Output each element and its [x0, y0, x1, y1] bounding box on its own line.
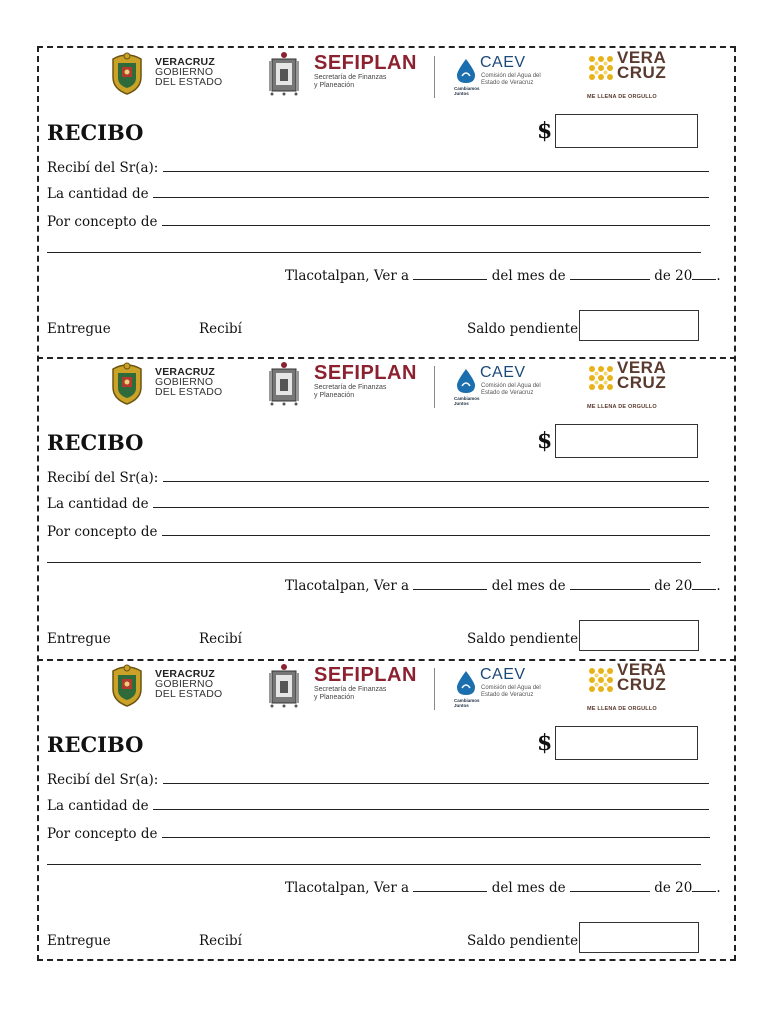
caev-sub1: Comisión del Agua del [481, 685, 541, 691]
amount-row [47, 798, 709, 814]
veracruz-shield-icon [109, 51, 145, 95]
received-label: Recibí [199, 631, 242, 647]
concept-extra-line[interactable] [47, 864, 701, 865]
concept-label: Por concepto de [47, 524, 158, 540]
flower-pattern-icon [587, 54, 615, 82]
amount-row [47, 186, 709, 202]
gobierno-veracruz-logo [107, 358, 267, 412]
month-label: del mes de [491, 268, 566, 284]
date-place-label: Tlacotalpan, Ver a [285, 578, 410, 594]
month-blank[interactable] [570, 880, 650, 892]
sefiplan-sub2: y Planeación [314, 82, 355, 89]
caev-logo [434, 48, 564, 102]
veracruz-tagline: ME LLENA DE ORGULLO [587, 94, 657, 100]
concept-row [47, 826, 710, 842]
caev-name: CAEV [480, 54, 526, 71]
concept-line[interactable] [162, 214, 710, 226]
castle-emblem-icon [266, 663, 302, 709]
received-from-line[interactable] [163, 772, 709, 784]
sefiplan-name: SEFIPLAN [314, 664, 417, 686]
received-from-row [47, 772, 709, 788]
caev-juntos1: Cambiamos [454, 396, 480, 401]
caev-sub2: Estado de Veracruz [481, 692, 534, 698]
amount-field[interactable] [555, 114, 698, 148]
delivered-label: Entregue [47, 321, 111, 337]
year-blank[interactable] [692, 578, 716, 590]
sefiplan-sub1: Secretaría de Finanzas [314, 686, 387, 693]
caev-juntos2: Juntos [454, 401, 469, 406]
gob-line1: VERACRUZ [155, 668, 215, 680]
castle-emblem-icon [266, 51, 302, 97]
year-blank[interactable] [692, 268, 716, 280]
balance-label: Saldo pendiente [467, 321, 579, 337]
month-blank[interactable] [570, 578, 650, 590]
gob-line1: VERACRUZ [155, 56, 215, 68]
caev-logo [434, 358, 564, 412]
veracruz-line2: CRUZ [617, 373, 667, 392]
receipt-title: RECIBO [47, 120, 144, 145]
received-label: Recibí [199, 321, 242, 337]
received-from-row [47, 160, 709, 176]
balance-field[interactable] [579, 620, 699, 651]
month-label: del mes de [491, 578, 566, 594]
received-from-line[interactable] [163, 160, 709, 172]
date-end: . [716, 268, 721, 284]
concept-label: Por concepto de [47, 214, 158, 230]
delivered-label: Entregue [47, 933, 111, 949]
gob-line3: DEL ESTADO [155, 688, 223, 700]
sefiplan-name: SEFIPLAN [314, 52, 417, 74]
day-blank[interactable] [413, 578, 487, 590]
month-blank[interactable] [570, 268, 650, 280]
sefiplan-sub1: Secretaría de Finanzas [314, 384, 387, 391]
day-blank[interactable] [413, 268, 487, 280]
water-drop-icon [456, 58, 476, 84]
veracruz-line1: VERA [617, 48, 667, 67]
veracruz-line1: VERA [617, 358, 667, 377]
month-label: del mes de [491, 880, 566, 896]
date-end: . [716, 880, 721, 896]
veracruz-tagline: ME LLENA DE ORGULLO [587, 404, 657, 410]
flower-pattern-icon [587, 364, 615, 392]
day-blank[interactable] [413, 880, 487, 892]
gob-line2: GOBIERNO [155, 66, 214, 78]
amount-text-line[interactable] [153, 186, 709, 198]
amount-row [47, 496, 709, 512]
balance-label: Saldo pendiente [467, 933, 579, 949]
logo-band [39, 48, 734, 102]
date-row [285, 880, 721, 896]
receipt-title: RECIBO [47, 430, 144, 455]
caev-juntos2: Juntos [454, 91, 469, 96]
currency-symbol: $ [537, 118, 553, 144]
gob-line3: DEL ESTADO [155, 76, 223, 88]
concept-label: Por concepto de [47, 826, 158, 842]
date-row [285, 578, 721, 594]
castle-emblem-icon [266, 361, 302, 407]
concept-line[interactable] [162, 826, 710, 838]
gob-line1: VERACRUZ [155, 366, 215, 378]
delivered-label: Entregue [47, 631, 111, 647]
currency-symbol: $ [537, 730, 553, 756]
received-from-row [47, 470, 709, 486]
concept-extra-line[interactable] [47, 562, 701, 563]
receipt-3 [39, 660, 734, 966]
receipt-2 [39, 358, 734, 664]
date-row [285, 268, 721, 284]
amount-field[interactable] [555, 424, 698, 458]
caev-name: CAEV [480, 666, 526, 683]
gob-line3: DEL ESTADO [155, 386, 223, 398]
date-end: . [716, 578, 721, 594]
amount-text-line[interactable] [153, 798, 709, 810]
caev-juntos1: Cambiamos [454, 698, 480, 703]
gobierno-veracruz-logo [107, 660, 267, 714]
currency-symbol: $ [537, 428, 553, 454]
veracruz-tagline: ME LLENA DE ORGULLO [587, 706, 657, 712]
sefiplan-logo [266, 358, 426, 412]
received-label: Recibí [199, 933, 242, 949]
sefiplan-logo [266, 48, 426, 102]
caev-juntos1: Cambiamos [454, 86, 480, 91]
balance-label: Saldo pendiente [467, 631, 579, 647]
veracruz-line1: VERA [617, 660, 667, 679]
amount-field[interactable] [555, 726, 698, 760]
veracruz-shield-icon [109, 361, 145, 405]
gobierno-veracruz-logo [107, 48, 267, 102]
logo-band [39, 358, 734, 412]
amount-label: La cantidad de [47, 496, 149, 512]
concept-row [47, 524, 710, 540]
amount-label: La cantidad de [47, 186, 149, 202]
veracruz-shield-icon [109, 663, 145, 707]
concept-extra-line[interactable] [47, 252, 701, 253]
year-label: de 20 [654, 578, 693, 594]
logo-band [39, 660, 734, 714]
concept-line[interactable] [162, 524, 710, 536]
date-place-label: Tlacotalpan, Ver a [285, 268, 410, 284]
received-from-label: Recibí del Sr(a): [47, 470, 159, 486]
balance-field[interactable] [579, 922, 699, 953]
veracruz-brand-logo [587, 358, 677, 412]
caev-sub2: Estado de Veracruz [481, 80, 534, 86]
caev-logo [434, 660, 564, 714]
caev-juntos2: Juntos [454, 703, 469, 708]
year-label: de 20 [654, 880, 693, 896]
receipt-title: RECIBO [47, 732, 144, 757]
sefiplan-sub2: y Planeación [314, 392, 355, 399]
receipt-1 [39, 48, 734, 354]
amount-label: La cantidad de [47, 798, 149, 814]
received-from-line[interactable] [163, 470, 709, 482]
date-place-label: Tlacotalpan, Ver a [285, 880, 410, 896]
concept-row [47, 214, 710, 230]
sefiplan-sub1: Secretaría de Finanzas [314, 74, 387, 81]
amount-text-line[interactable] [153, 496, 709, 508]
year-blank[interactable] [692, 880, 716, 892]
balance-field[interactable] [579, 310, 699, 341]
water-drop-icon [456, 368, 476, 394]
received-from-label: Recibí del Sr(a): [47, 772, 159, 788]
receipt-sheet [37, 46, 736, 961]
veracruz-line2: CRUZ [617, 63, 667, 82]
gob-line2: GOBIERNO [155, 678, 214, 690]
sefiplan-logo [266, 660, 426, 714]
caev-name: CAEV [480, 364, 526, 381]
gob-line2: GOBIERNO [155, 376, 214, 388]
veracruz-brand-logo [587, 48, 677, 102]
sefiplan-name: SEFIPLAN [314, 362, 417, 384]
flower-pattern-icon [587, 666, 615, 694]
water-drop-icon [456, 670, 476, 696]
veracruz-line2: CRUZ [617, 675, 667, 694]
caev-sub1: Comisión del Agua del [481, 73, 541, 79]
year-label: de 20 [654, 268, 693, 284]
caev-sub2: Estado de Veracruz [481, 390, 534, 396]
caev-sub1: Comisión del Agua del [481, 383, 541, 389]
sefiplan-sub2: y Planeación [314, 694, 355, 701]
veracruz-brand-logo [587, 660, 677, 714]
received-from-label: Recibí del Sr(a): [47, 160, 159, 176]
